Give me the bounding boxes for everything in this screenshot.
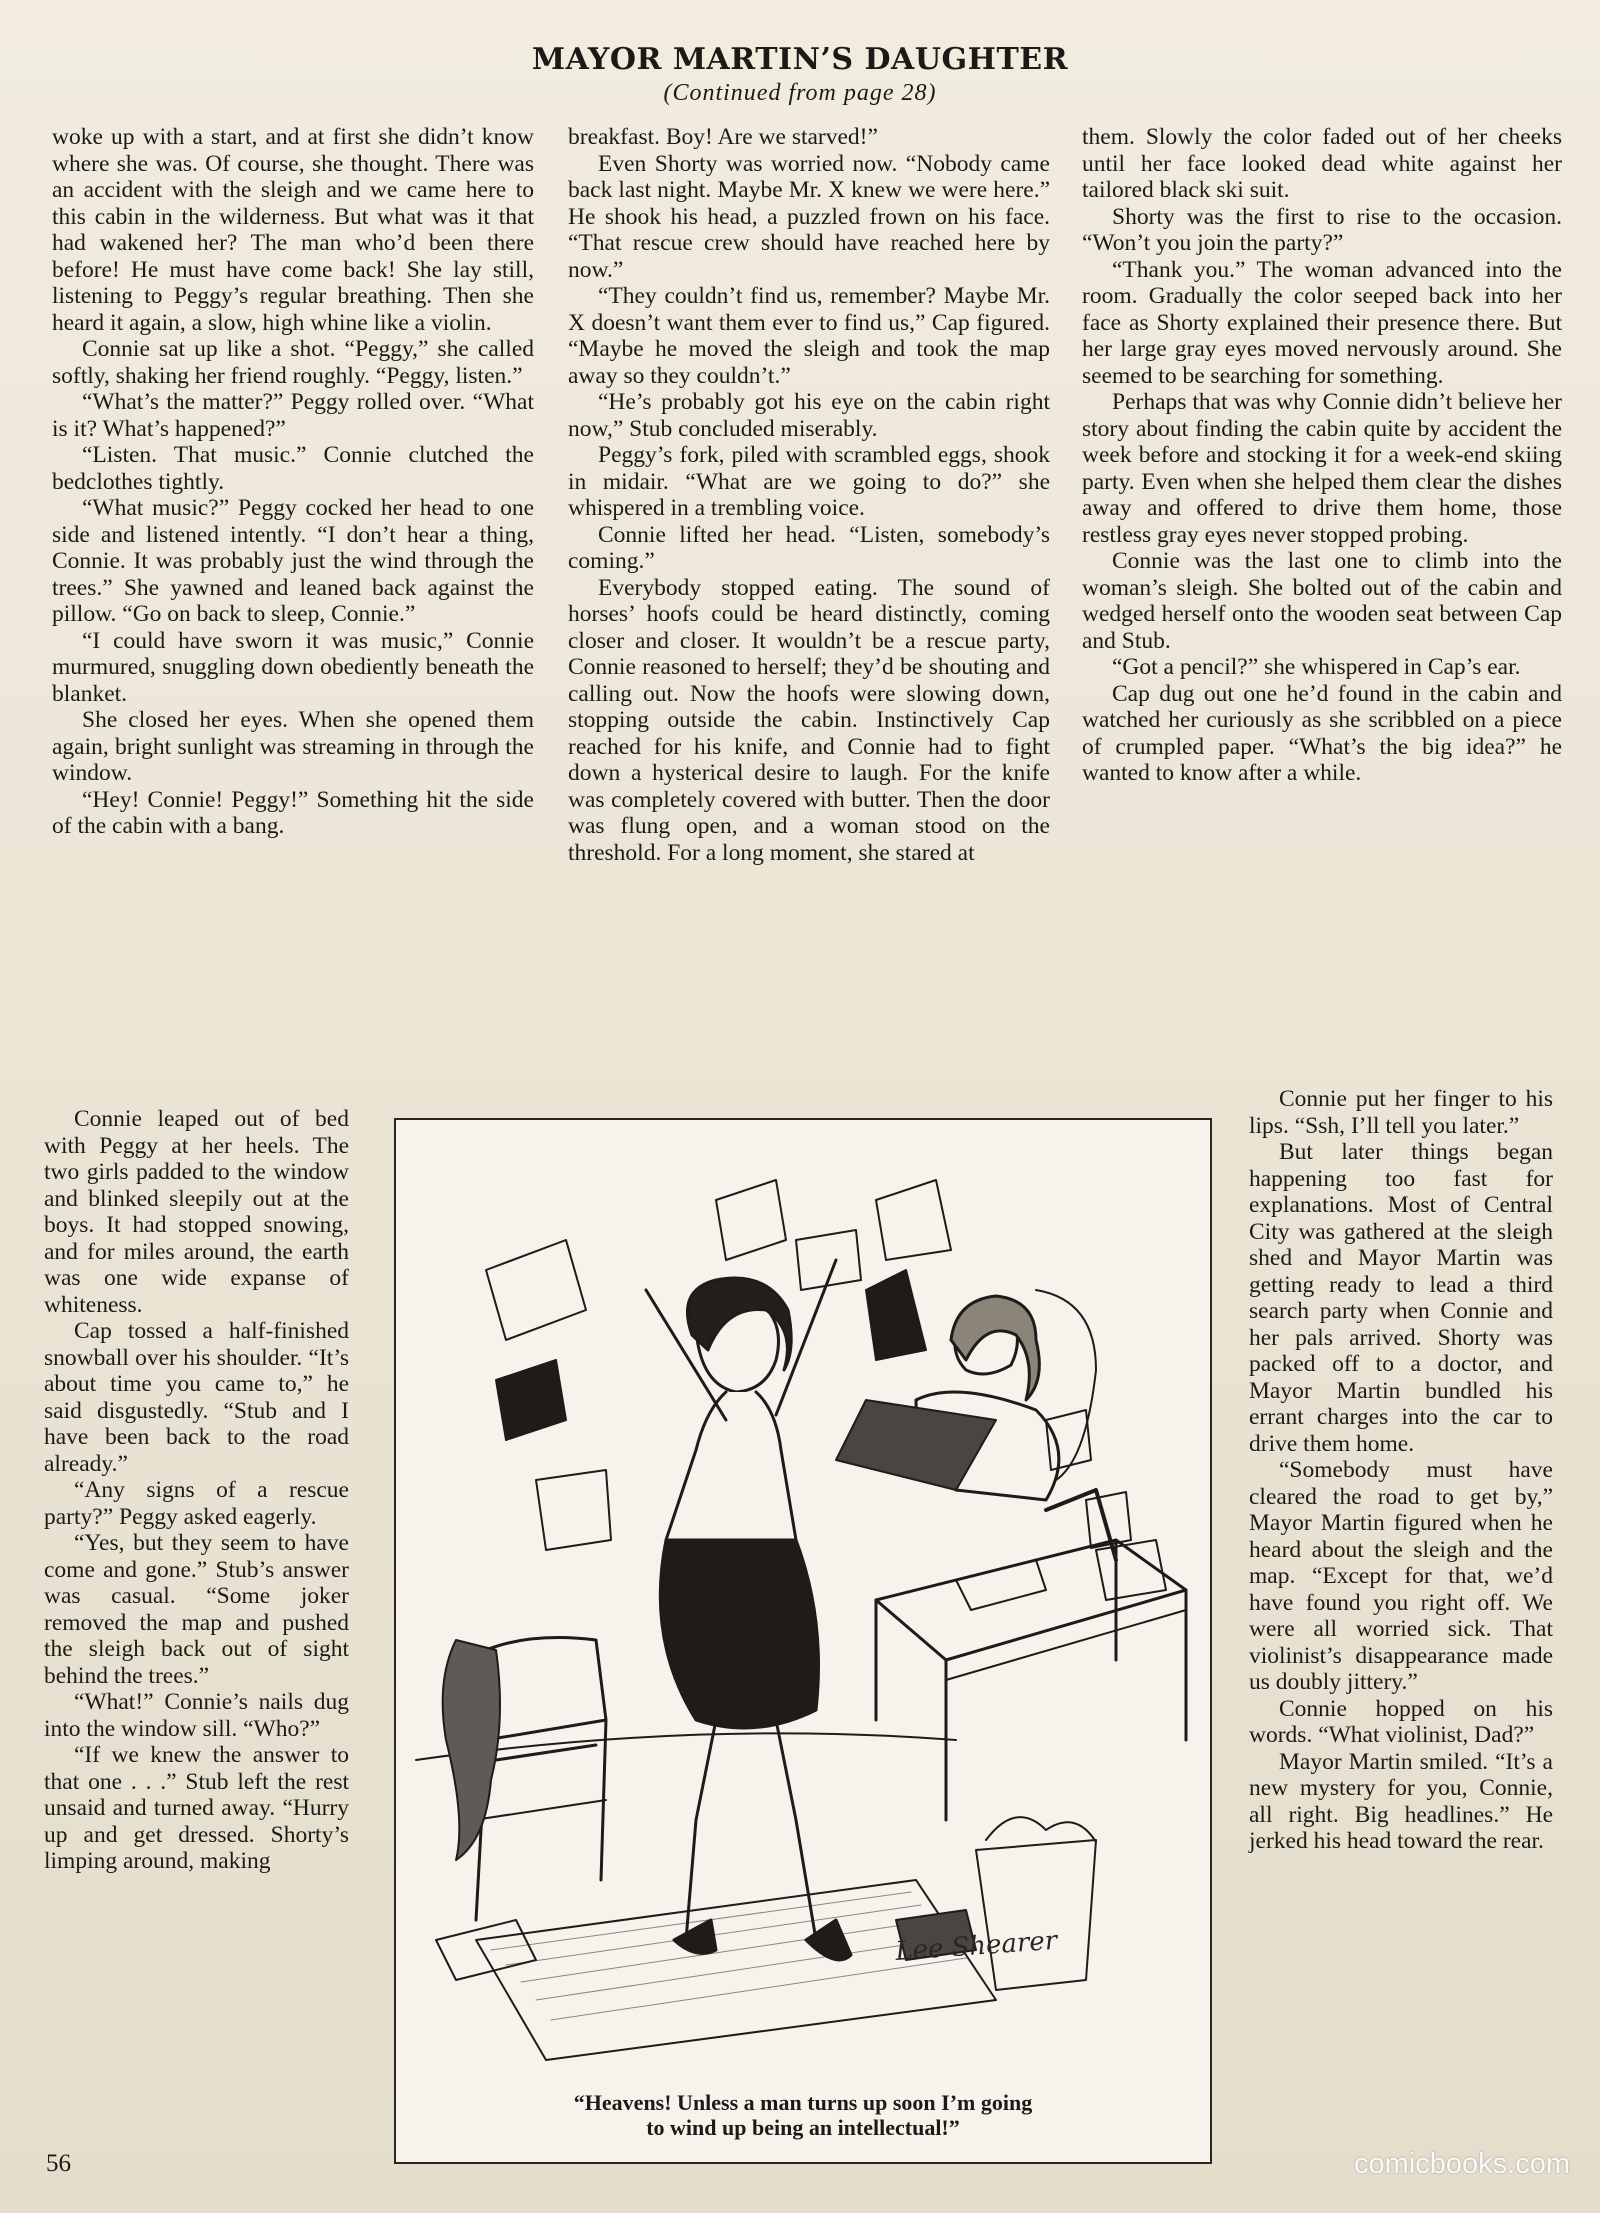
paragraph: Peggy’s fork, piled with scrambled eggs, shook in midair. “What are we going to do?” she whispered in a trembling voice.	[568, 442, 1050, 521]
text-column-1-bottom	[44, 1106, 349, 1875]
paragraph: Everybody stopped eating. The sound of horses’ hoofs could be heard distinctly, coming closer and closer. It wouldn’t be a rescue party, Connie reasoned to herself; they’d be shouting and calling out. Now the hoofs were slowing down, stopping outside the cabin. Instinctively Cap reached for his knife, and Connie had to fight down a hysterical desire to laugh. For the knife was completely covered with butter. Then the door was flung open, and a woman stood on the threshold. For a long moment, she stared at	[568, 574, 1050, 866]
site-watermark: comicbooks.com	[1354, 2148, 1570, 2180]
text-column-1-top	[52, 124, 534, 840]
paragraph: “Any signs of a rescue party?” Peggy asked eagerly.	[44, 1477, 349, 1530]
page-number: 56	[46, 2150, 71, 2177]
paragraph: She closed her eyes. When she opened them again, bright sunlight was streaming in through the window.	[52, 707, 534, 786]
paragraph: woke up with a start, and at first she didn’t know where she was. Of course, she thought. There was an accident with the sleigh and we came here to this cabin in the wilderness. But what was it that had wakened her? The man who’d been there before! He must have come back! She lay still, listening to Peggy’s regular breathing. Then she heard it again, a slow, high whine like a violin.	[52, 124, 534, 336]
paragraph: “If we knew the answer to that one . . .” Stub left the rest unsaid and turned away. “Hurry up and get dressed. Shorty’s limping around, making	[44, 1742, 349, 1874]
paragraph: “They couldn’t find us, remember? Maybe Mr. X doesn’t want them ever to find us,” Cap figured. “Maybe he moved the sleigh and took the map away so they couldn’t.”	[568, 283, 1050, 389]
paragraph: breakfast. Boy! Are we starved!”	[568, 124, 878, 150]
cartoon-illustration	[394, 1118, 1212, 2164]
paragraph: But later things began happening too fast for explanations. Most of Central City was gathered at the sleigh shed and Mayor Martin was getting ready to lead a third search party when Connie and her pals arrived. Shorty was packed off to a doctor, and Mayor Martin bundled his errant charges into the car to drive them home.	[1249, 1139, 1553, 1457]
paragraph: “I could have sworn it was music,” Connie murmured, snuggling down obediently beneath the blanket.	[52, 627, 534, 707]
paragraph: Mayor Martin smiled. “It’s a new mystery for you, Connie, all right. Big headlines.” He jerked his head toward the rear.	[1249, 1748, 1553, 1854]
paragraph: “Yes, but they seem to have come and gone.” Stub’s answer was casual. “Some joker removed the map and pushed the sleigh back out of sight behind the trees.”	[44, 1530, 349, 1689]
text-column-3-bottom	[1249, 1086, 1553, 1855]
story-title: MAYOR MARTIN’S DAUGHTER	[531, 42, 1069, 77]
paragraph: Connie sat up like a shot. “Peggy,” she called softly, shaking her friend roughly. “Peggy, listen.”	[52, 336, 534, 389]
paragraph: Connie put her finger to his lips. “Ssh, I’ll tell you later.”	[1249, 1086, 1553, 1139]
paragraph: Connie hopped on his words. “What violinist, Dad?”	[1249, 1695, 1553, 1748]
paragraph: Connie lifted her head. “Listen, somebody’s coming.”	[568, 521, 1050, 574]
paragraph: them. Slowly the color faded out of her cheeks until her face looked dead white against her tailored black ski suit.	[1082, 124, 1562, 203]
paragraph: “What’s the matter?” Peggy rolled over. “What is it? What’s happened?”	[52, 389, 534, 442]
text-column-3-top	[1082, 124, 1562, 787]
paragraph: Perhaps that was why Connie didn’t believe her story about finding the cabin quite by accident the week before and stocking it for a week-end skiing party. Even when she helped them clear the dishes away and offered to drive them home, those restless gray eyes never stopped probing.	[1082, 389, 1562, 548]
illustration-caption	[416, 2090, 1190, 2140]
text-column-2	[568, 124, 1050, 866]
artist-signature: Lee Shearer	[894, 1925, 1059, 1967]
paragraph: Connie leaped out of bed with Peggy at her heels. The two girls padded to the window and blinked sleepily out at the boys. It had stopped snowing, and for miles around, the earth was one wide expanse of whiteness.	[44, 1106, 349, 1318]
paragraph: Cap dug out one he’d found in the cabin and watched her curiously as she scribbled on a piece of crumpled paper. “What’s the big idea?” he wanted to know after a while.	[1082, 680, 1562, 786]
cartoon-drawing	[396, 1120, 1210, 2162]
continued-note: (Continued from page 28)	[663, 80, 937, 106]
paragraph: “He’s probably got his eye on the cabin right now,” Stub concluded miserably.	[568, 389, 1050, 442]
paragraph: “Thank you.” The woman advanced into the room. Gradually the color seeped back into her face as Shorty explained their presence there. But her large gray eyes moved nervously around. She seemed to be searching for something.	[1082, 256, 1562, 389]
paragraph: “What music?” Peggy cocked her head to one side and listened intently. “I don’t hear a thing, Connie. It was probably just the wind through the trees.” She yawned and leaned back against the pillow. “Go on back to sleep, Connie.”	[52, 495, 534, 627]
paragraph: Even Shorty was worried now. “Nobody came back last night. Maybe Mr. X knew we were here.” He shook his head, a puzzled frown on his face. “That rescue crew should have reached here by now.”	[568, 150, 1050, 283]
paragraph: “Listen. That music.” Connie clutched the bedclothes tightly.	[52, 442, 534, 495]
paragraph: “What!” Connie’s nails dug into the window sill. “Who?”	[44, 1689, 349, 1742]
paragraph: Connie was the last one to climb into the woman’s sleigh. She bolted out of the cabin and wedged herself onto the wooden seat between Cap and Stub.	[1082, 548, 1562, 654]
paragraph: Shorty was the first to rise to the occasion. “Won’t you join the party?”	[1082, 203, 1562, 256]
paragraph: “Got a pencil?” she whispered in Cap’s ear.	[1112, 654, 1521, 680]
paragraph: Cap tossed a half-finished snowball over his shoulder. “It’s about time you came to,” he said disgustedly. “Stub and I have been back to the road already.”	[44, 1318, 349, 1477]
paragraph: “Hey! Connie! Peggy!” Something hit the side of the cabin with a bang.	[52, 786, 534, 839]
caption-line-2: to wind up being an intellectual!”	[646, 2115, 960, 2140]
caption-line-1: “Heavens! Unless a man turns up soon I’m going	[573, 2090, 1033, 2115]
paragraph: “Somebody must have cleared the road to get by,” Mayor Martin figured when he heard about the sleigh and the map. “Except for that, we’d have found you right off. We were all worried sick. That violinist’s disappearance made us doubly jittery.”	[1249, 1457, 1553, 1695]
